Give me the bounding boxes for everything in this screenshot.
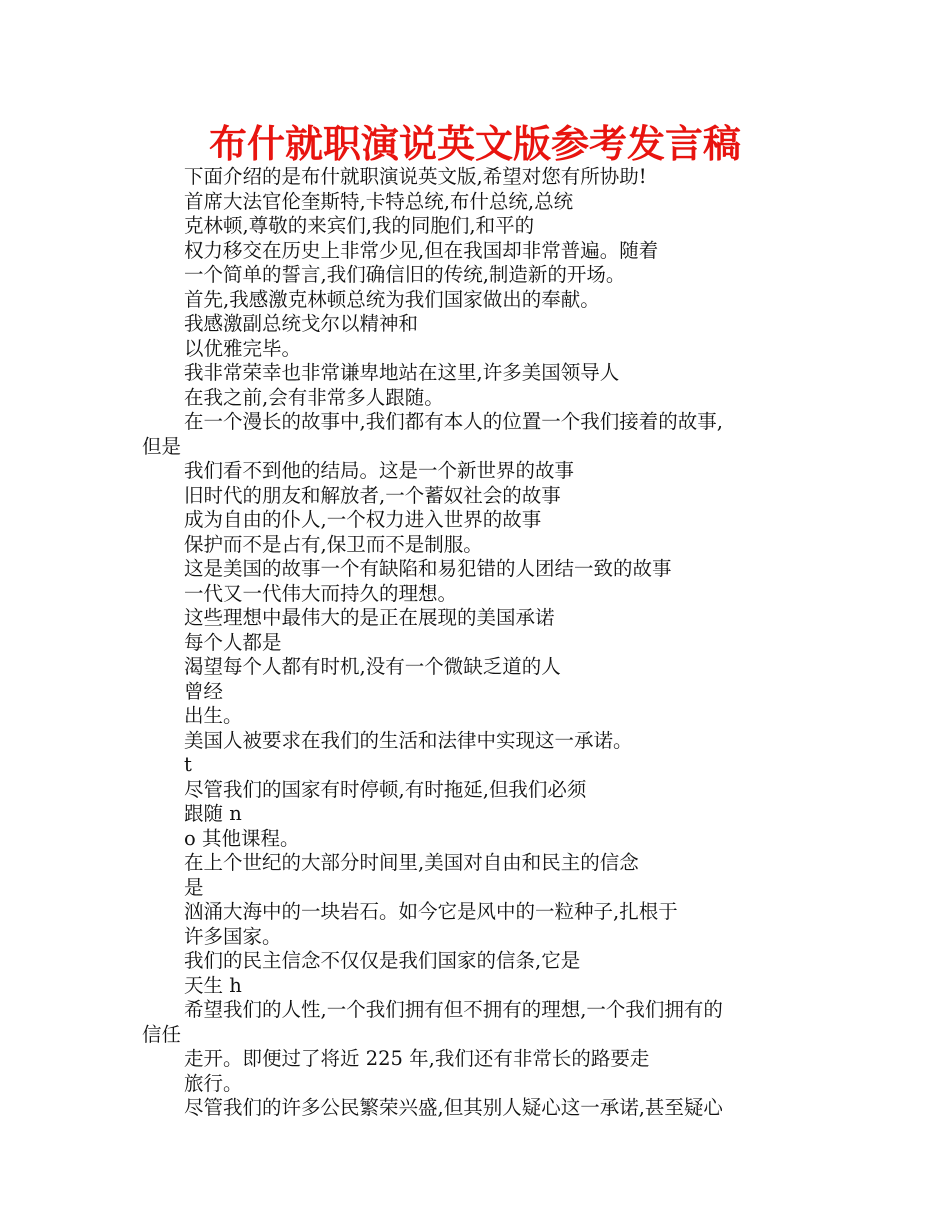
text-line: 信任 xyxy=(142,1022,182,1046)
text-line: 曾经 xyxy=(184,679,224,703)
text-line: 我们看不到他的结局。这是一个新世界的故事 xyxy=(184,459,575,482)
text-line: 在上个世纪的大部分时间里,美国对自由和民主的信念 xyxy=(184,851,639,874)
text-line: 每个人都是 xyxy=(184,630,282,654)
text-line: 在一个漫长的故事中,我们都有本人的位置一个我们接着的故事, xyxy=(184,410,723,433)
text-line: 下面介绍的是布什就职演说英文版,希望对您有所协助! xyxy=(184,165,647,188)
text-line: 这些理想中最伟大的是正在展现的美国承诺 xyxy=(184,606,555,629)
text-line: 这是美国的故事一个有缺陷和易犯错的人团结一致的故事 xyxy=(184,557,672,580)
text-line: 是 xyxy=(184,875,204,899)
text-line: 旧时代的朋友和解放者,一个蓄奴社会的故事 xyxy=(184,483,561,507)
text-line: 走开。即便过了将近 225 年,我们还有非常长的路要走 xyxy=(184,1047,650,1070)
text-line: t xyxy=(184,753,192,776)
text-line: 保护而不是占有,保卫而不是制服。 xyxy=(184,532,483,556)
document-body xyxy=(142,165,822,1121)
text-line: 出生。 xyxy=(184,704,243,727)
text-line: 首席大法官伦奎斯特,卡特总统,布什总统,总统 xyxy=(184,189,574,213)
text-line: 美国人被要求在我们的生活和法律中实现这一承诺。 xyxy=(184,728,633,752)
text-line: 首先,我感激克林顿总统为我们国家做出的奉献。 xyxy=(184,287,600,311)
text-line: 尽管我们的国家有时停顿,有时拖延,但我们必须 xyxy=(184,777,587,801)
text-line: 克林顿,尊敬的来宾们,我的同胞们,和平的 xyxy=(184,214,535,237)
text-line: 渴望每个人都有时机,没有一个微缺乏道的人 xyxy=(184,655,561,678)
text-line: 但是 xyxy=(142,434,182,458)
text-line: 以优雅完毕。 xyxy=(184,336,302,360)
text-line: 汹涌大海中的一块岩石。如今它是风中的一粒种子,扎根于 xyxy=(184,900,678,923)
text-line: 在我之前,会有非常多人跟随。 xyxy=(184,385,444,409)
text-line: 许多国家。 xyxy=(184,924,282,948)
text-line: 跟随 n xyxy=(184,802,242,825)
text-line: 天生 h xyxy=(184,973,242,997)
document-title: 布什就职演说英文版参考发言稿 xyxy=(208,122,741,166)
text-line: 权力移交在历史上非常少见,但在我国却非常普遍。随着 xyxy=(184,238,659,262)
text-line: 旅行。 xyxy=(184,1071,243,1095)
text-line: 我非常荣幸也非常谦卑地站在这里,许多美国领导人 xyxy=(184,361,620,384)
text-line: 尽管我们的许多公民繁荣兴盛,但其别人疑心这一承诺,甚至疑心 xyxy=(184,1096,723,1119)
text-line: o 其他课程。 xyxy=(184,826,300,850)
text-line: 我们的民主信念不仅仅是我们国家的信条,它是 xyxy=(184,949,581,972)
text-line: 成为自由的仆人,一个权力进入世界的故事 xyxy=(184,508,542,531)
text-line: 一个简单的誓言,我们确信旧的传统,制造新的开场。 xyxy=(184,263,626,286)
text-line: 一代又一代伟大而持久的理想。 xyxy=(184,581,458,605)
text-line: 我感激副总统戈尔以精神和 xyxy=(184,312,419,335)
text-line: 希望我们的人性,一个我们拥有但不拥有的理想,一个我们拥有的 xyxy=(184,998,723,1021)
